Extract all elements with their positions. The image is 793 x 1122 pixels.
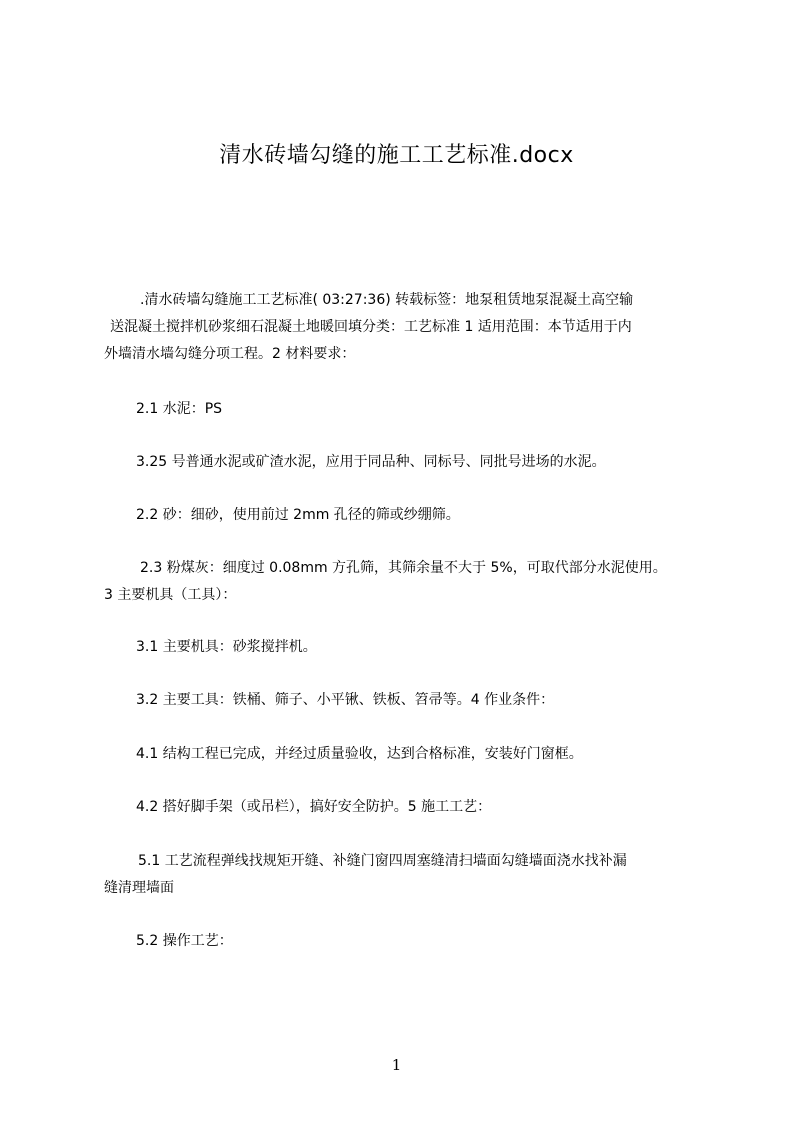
intro-line-1: .清水砖墙勾缝施工工艺标准( 03:27:36) 转载标签：地泵租赁地泵混凝土高空输	[140, 292, 634, 308]
paragraph-3-2: 3.2 主要工具：铁桶、筛子、小平锹、铁板、笤帚等。4 作业条件：	[136, 692, 555, 708]
paragraph-3-25: 3.25 号普通水泥或矿渣水泥，应用于同品种、同标号、同批号进场的水泥。	[136, 454, 606, 470]
paragraph-3-1: 3.1 主要机具：砂浆搅拌机。	[136, 639, 317, 655]
paragraph-2-3-line-2: 3 主要机具（工具）：	[104, 587, 237, 603]
paragraph-2-1: 2.1 水泥：PS	[136, 401, 223, 417]
document-title: 清水砖墙勾缝的施工工艺标准.docx	[219, 143, 574, 168]
paragraph-5-1-line-1: 5.1 工艺流程弹线找规矩开缝、补缝门窗四周塞缝清扫墙面勾缝墙面浇水找补漏	[138, 853, 627, 869]
paragraph-5-1-line-2: 缝清理墙面	[104, 880, 174, 896]
paragraph-2-2: 2.2 砂：细砂，使用前过 2mm 孔径的筛或纱绷筛。	[136, 507, 460, 523]
paragraph-4-2: 4.2 搭好脚手架（或吊栏），搞好安全防护。5 施工工艺：	[136, 799, 492, 815]
page-number: 1	[391, 1056, 402, 1074]
intro-line-3: 外墙清水墙勾缝分项工程。2 材料要求：	[104, 346, 356, 362]
intro-line-2: 送混凝土搅拌机砂浆细石混凝土地暖回填分类：工艺标准 1 适用范围：本节适用于内	[110, 319, 632, 335]
paragraph-2-3	[104, 555, 704, 609]
paragraph-2-3-line-1: 2.3 粉煤灰：细度过 0.08mm 方孔筛，其筛余量不大于 5%，可取代部分水泥使用。	[140, 560, 667, 576]
paragraph-4-1: 4.1 结构工程已完成，并经过质量验收，达到合格标准，安装好门窗框。	[136, 746, 583, 762]
intro-paragraph	[104, 287, 704, 368]
paragraph-5-2: 5.2 操作工艺：	[136, 933, 233, 949]
paragraph-5-1	[104, 848, 704, 902]
